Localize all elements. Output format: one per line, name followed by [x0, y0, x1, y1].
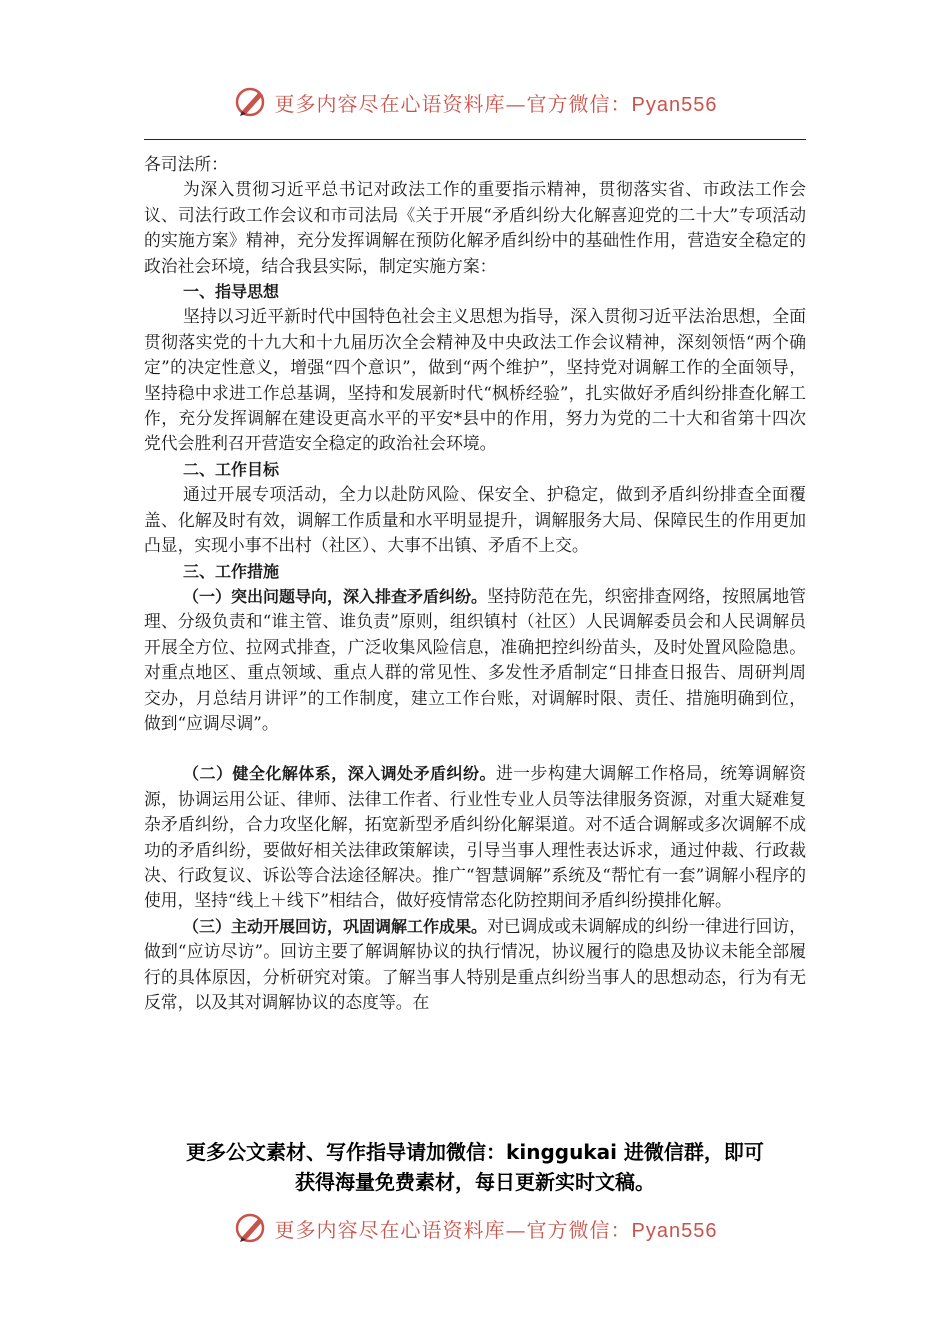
measure1-body: 坚持防范在先，织密排查网络，按照属地管理、分级负责和“谁主管、谁负责”原则，组织镇村（社区）人民调解委员会和人民调解员开展全方位、拉网式排查，广泛收集风险信息，准确把控纠纷苗头，及时处置风险隐患。对重点地区、重点领域、重点人群的常见性、多发性矛盾制定“日排查日报告、周研判周交办，月总结月讲评”的工作制度，建立工作台账，对调解时限、责任、措施明确到位，做到“应调尽调”。: [144, 585, 806, 733]
measure3-paragraph: [144, 914, 806, 1016]
promo-block: [100, 1137, 850, 1197]
measure2-body: 进一步构建大调解工作格局，统筹调解资源，协调运用公证、律师、法律工作者、行业性专业人员等法律服务资源，对重大疑难复杂矛盾纠纷，合力攻坚化解，拓宽新型矛盾纠纷化解渠道。对不适合调解或多次调解不成功的矛盾纠纷，要做好相关法律政策解读，引导当事人理性表达诉求，通过仲裁、行政裁决、行政复议、诉讼等合法途径解决。推广“智慧调解”系统及“帮忙有一套”调解小程序的使用，坚持“线上＋线下”相结合，做好疫情常态化防控期间矛盾纠纷摸排化解。: [144, 763, 806, 911]
promo-line1: 更多公文素材、写作指导请加微信：kinggukai 进微信群，即可: [186, 1140, 764, 1164]
intro-paragraph: 为深入贯彻习近平总书记对政法工作的重要指示精神，贯彻落实省、市政法工作会议、司法行政工作会议和市司法局《关于开展“矛盾纠纷大化解喜迎党的二十大”专项活动的实施方案》精神，充分发挥调解在预防化解矛盾纠纷中的基础性作用，营造安全稳定的政治社会环境，结合我县实际，制定实施方案：: [144, 179, 806, 276]
measure3-title: （三）主动开展回访，巩固调解工作成果。: [183, 916, 488, 936]
salutation: 各司法所：: [144, 154, 228, 174]
section2-body: 通过开展专项活动，全力以赴防风险、保安全、护稳定，做到矛盾纠纷排查全面覆盖、化解及时有效，调解工作质量和水平明显提升，调解服务大局、保障民生的作用更加凸显，实现小事不出村（社区）、大事不出镇、矛盾不上交。: [144, 484, 806, 556]
section1-title: 一、指导思想: [183, 282, 280, 302]
measure2-title: （二）健全化解体系，深入调处矛盾纠纷。: [183, 764, 496, 784]
measure1-paragraph: [144, 584, 806, 736]
header-banner-text: 更多内容尽在心语资料库—官方微信：Pyan556: [274, 91, 718, 116]
footer-banner-text: 更多内容尽在心语资料库—官方微信：Pyan556: [274, 1217, 718, 1242]
promo-line2: 获得海量免费素材，每日更新实时文稿。: [295, 1170, 655, 1194]
document-body: [144, 152, 806, 1015]
footer-banner: [0, 1208, 950, 1248]
header-banner: [0, 82, 950, 122]
header-divider: [144, 139, 806, 140]
footer-wechat-id: Pyan556: [631, 1219, 718, 1242]
section1-body: 坚持以习近平新时代中国特色社会主义思想为指导，深入贯彻习近平法治思想，全面贯彻落实党的十九大和十九届历次全会精神及中央政法工作会议精神，深刻领悟“两个确定”的决定性意义，增强“四个意识”，做到“两个维护”，坚持党对调解工作的全面领导，坚持稳中求进工作总基调，坚持和发展新时代“枫桥经验”，扎实做好矛盾纠纷排查化解工作，充分发挥调解在建设更高水平的平安*县中的作用，努力为党的二十大和省第十四次党代会胜利召开营造安全稳定的政治社会环境。: [144, 306, 806, 454]
pen-logo-icon: [233, 84, 269, 120]
header-wechat-id: Pyan556: [631, 93, 718, 116]
section3-title: 三、工作措施: [183, 561, 280, 581]
measure2-paragraph: [144, 761, 806, 913]
section2-title: 二、工作目标: [183, 459, 280, 479]
measure1-title: （一）突出问题导向，深入排查矛盾纠纷。: [183, 586, 488, 606]
pen-logo-icon: [233, 1210, 269, 1246]
measure3-body: 对已调成或未调解成的纠纷一律进行回访，做到“应访尽访”。回访主要了解调解协议的执行情况，协议履行的隐患及协议未能全部履行的具体原因，分析研究对策。了解当事人特别是重点纠纷当事人的思想动态，行为有无反常，以及其对调解协议的态度等。在: [144, 915, 806, 1012]
